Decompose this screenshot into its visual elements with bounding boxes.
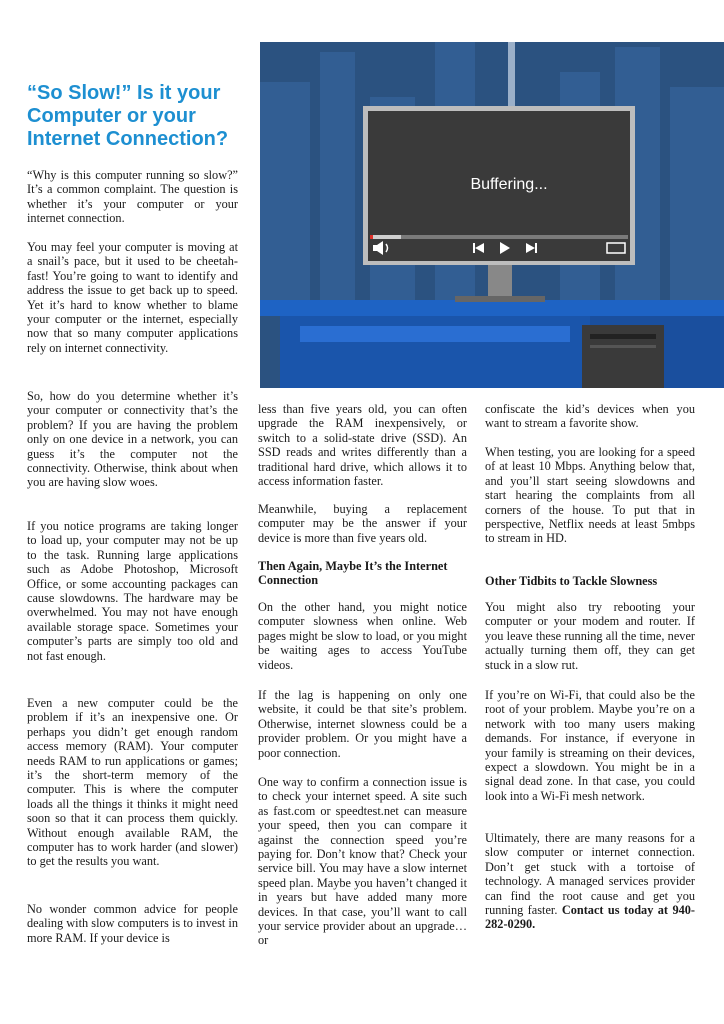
paragraph: You might also try rebooting your computer or your modem and router. If you leave these running all the time, never actually turning them off, they can get stuck in a slow rut. <box>485 600 695 672</box>
tv-stand-base <box>455 296 545 302</box>
buffering-text: Buffering... <box>470 176 548 193</box>
paragraph: confiscate the kid’s devices when you want to stream a favorite show. <box>485 402 695 431</box>
paragraph: less than five years old, you can often upgrade the RAM inexpensively, or switch to a solid-state drive (SSD). An SSD reads and writes differently than a traditional hard drive, which allows it to access information faster. <box>258 402 467 489</box>
section-heading: Then Again, Maybe It’s the Internet Connection <box>258 559 448 588</box>
tv-stand-neck <box>488 265 512 300</box>
closing-text: Ultimately, there are many reasons for a slow computer or internet connection. Don’t get stuck with a tortoise of technology. A managed services provider can find the root cause and get you running faster. <box>485 831 695 918</box>
paragraph: On the other hand, you might notice computer slowness when online. Web pages might be slow to load, or you might be waiting ages to access YouTube videos. <box>258 600 467 672</box>
paragraph <box>485 831 695 932</box>
contact-cta: Contact us today at 940-282-0290. <box>485 903 696 932</box>
paragraph: When testing, you are looking for a speed of at least 10 Mbps. Anything below that, and you’ll start seeing slowdowns and start hearing the complaints from all corners of the house. To put that in perspective, Netflix needs at least 5mbps to stream in HD. <box>485 445 695 546</box>
illustration-svg <box>260 42 724 388</box>
paragraph: If you notice programs are taking longer to load up, your computer may not be up to the task. Running large applications such as Adobe Photoshop, Microsoft Office, or some accounting packages can cause slowdowns. The hardware may be overwhelmed. You may not have enough available storage space. Sometimes your computer’s parts are simply too old and not fast enough. <box>27 519 238 663</box>
speaker-box <box>582 325 664 388</box>
paragraph: You may feel your computer is moving at a snail’s pace, but it used to be cheetah-fast! You’re going to want to identify and address the issue to get back up to speed. Yet it’s hard to know whether to blame your computer or the internet, especially now that so many computer applications rely on internet connectivity. <box>27 240 238 355</box>
paragraph: No wonder common advice for people dealing with slow computers is to invest in more RAM. If your device is <box>27 902 238 945</box>
section-heading: Other Tidbits to Tackle Slowness <box>485 574 658 588</box>
video-progress-fill <box>370 235 401 239</box>
paragraph: If the lag is happening on only one website, it could be that site’s problem. Otherwise, internet slowness could be a provider problem. Or you might have a poor connection. <box>258 688 467 760</box>
paragraph: One way to confirm a connection issue is to check your internet speed. A site such as fast.com or speedtest.net can measure your speed, then you can compare it against the connection speed you’re paying for. Don’t know that? Check your service bill. You may have a slow internet speed plan. Maybe you haven’t changed it in years but have added many more devices. In that case, you’ll want to call your service provider about an upgrade… or <box>258 775 467 948</box>
paragraph: Even a new computer could be the problem if it’s an inexpensive one. Or perhaps you didn’t get enough random access memory (RAM). Your computer needs RAM to run applications or games; it’s the short-term memory of the computer. This is where the computer loads all the things it thinks it might need soon so that it can process them quickly. Without enough available RAM, the computer has to work harder (and slower) to get the results you want. <box>27 696 238 869</box>
paragraph: If you’re on Wi-Fi, that could also be the root of your problem. Maybe you’re on a network with too many users making demands. For instance, if everyone in your family is streaming on their devices, expect a slowdown. You might be in a signal dead zone. In that case, you could look into a Wi-Fi mesh network. <box>485 688 695 803</box>
paragraph: Meanwhile, buying a replacement computer may be the answer if your device is more than five years old. <box>258 502 467 545</box>
desk-top <box>260 300 724 316</box>
paragraph: So, how do you determine whether it’s your computer or connectivity that’s the problem? If you are having the problem only on one device in a network, you can guess it’s the computer not the connectivity. Otherwise, think about when you are having slow woes. <box>27 389 238 490</box>
article-title: “So Slow!” Is it your Computer or your Internet Connection? <box>27 82 229 150</box>
video-progress-track <box>370 235 628 239</box>
paragraph: “Why is this computer running so slow?” It’s a common complaint. The question is whether it’s your computer or your internet connection. <box>27 168 238 226</box>
buffering-tv-illustration <box>260 42 724 388</box>
